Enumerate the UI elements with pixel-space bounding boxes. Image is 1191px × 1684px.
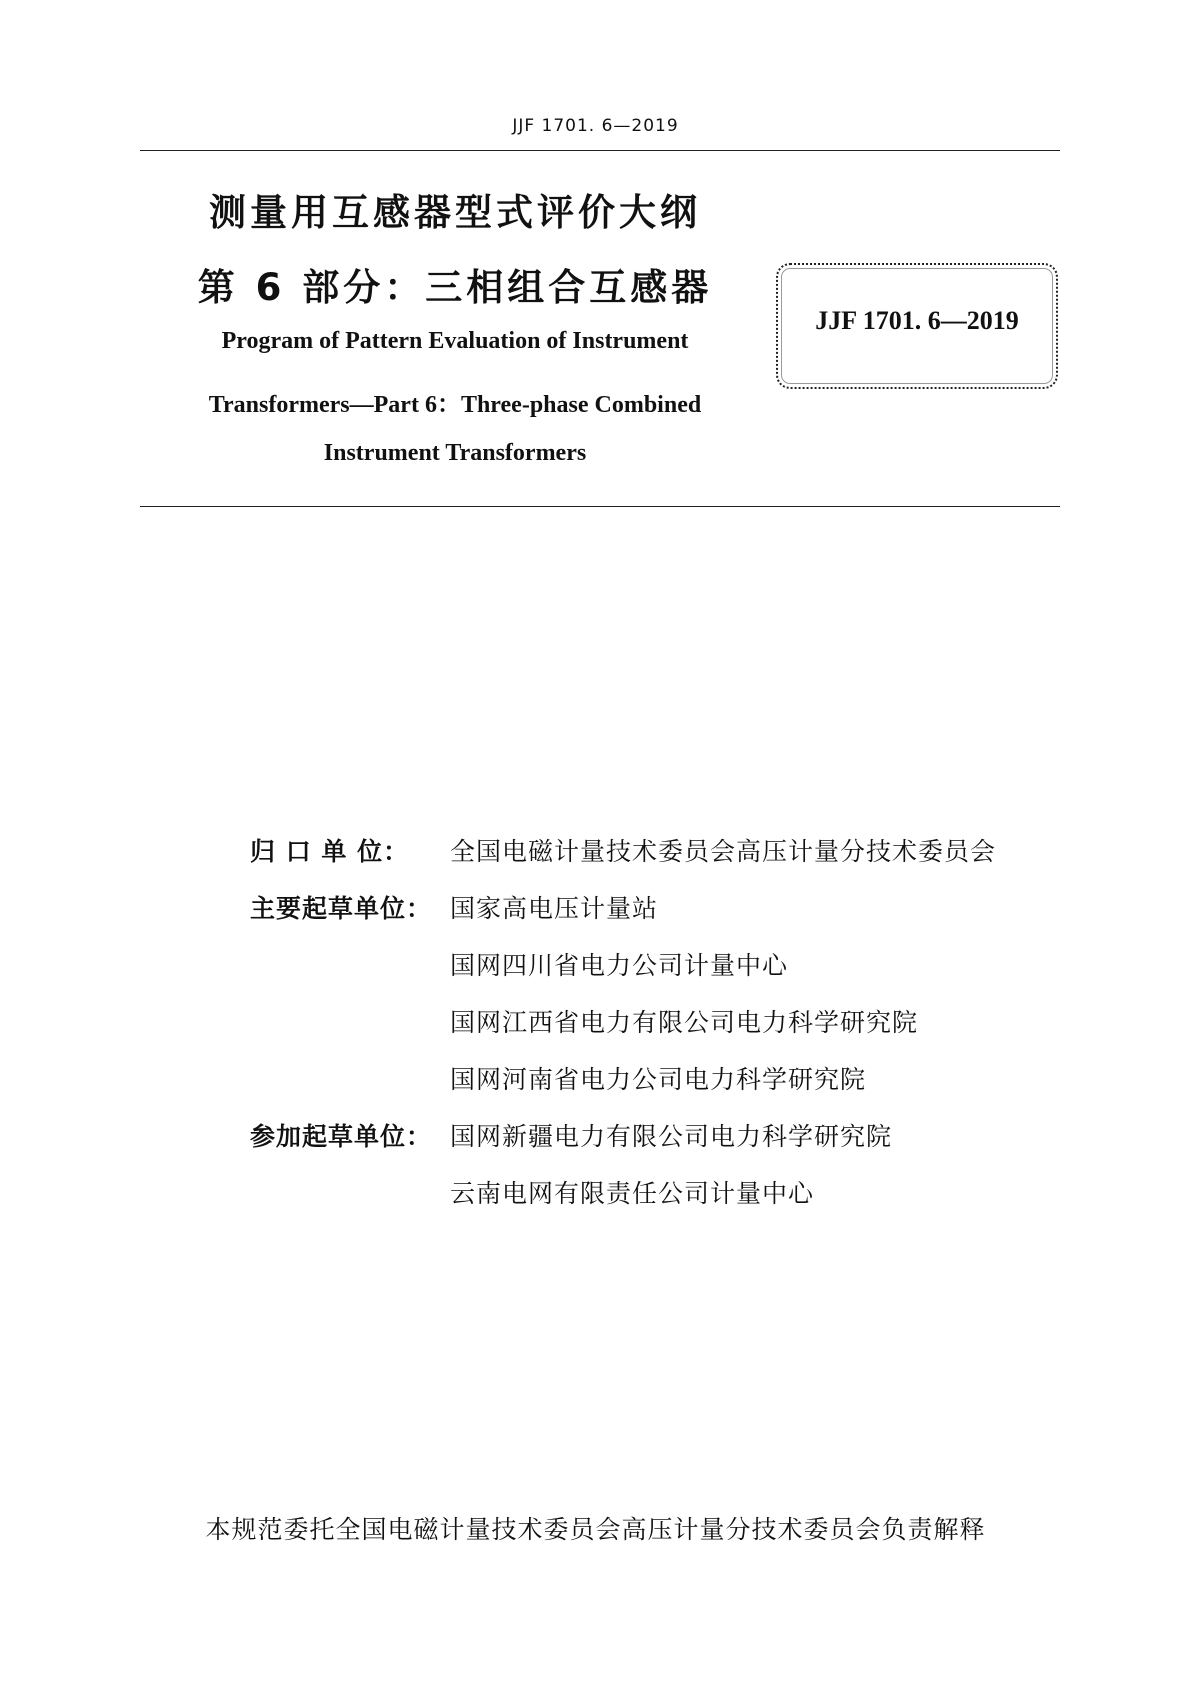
org-row (250, 1003, 1110, 1059)
org-value: 国网江西省电力有限公司电力科学研究院 (450, 1008, 919, 1037)
title-en-line2: Transformers—Part 6：Three-phase Combined (208, 392, 702, 418)
org-value: 国家高电压计量站 (450, 894, 659, 923)
standard-code: JJF 1701. 6—2019 (815, 306, 1019, 335)
org-label-responsible: 归 口 单 位： (250, 837, 410, 866)
org-value: 云南电网有限责任公司计量中心 (450, 1179, 815, 1208)
org-row-participating (250, 1117, 1110, 1173)
title-zh-line1: 测量用互感器型式评价大纲 (209, 191, 701, 234)
org-label-participating: 参加起草单位： (250, 1122, 433, 1151)
org-label-main: 主要起草单位： (250, 894, 433, 923)
header-rule (140, 150, 1060, 151)
title-en-line3: Instrument Transformers (323, 440, 587, 466)
org-value: 国网河南省电力公司电力科学研究院 (450, 1065, 867, 1094)
title-bottom-rule (140, 506, 1060, 507)
org-value: 国网新疆电力有限公司电力科学研究院 (450, 1122, 893, 1151)
org-row (250, 1060, 1110, 1116)
title-en-line1: Program of Pattern Evaluation of Instrument (221, 328, 689, 354)
org-value: 全国电磁计量技术委员会高压计量分技术委员会 (450, 837, 997, 866)
interpretation-note: 本规范委托全国电磁计量技术委员会高压计量分技术委员会负责解释 (205, 1515, 986, 1544)
org-row-responsible (250, 832, 1110, 888)
org-value: 国网四川省电力公司计量中心 (450, 951, 789, 980)
org-row-main (250, 889, 1110, 945)
header-code: JJF 1701. 6—2019 (512, 116, 679, 136)
org-row (250, 1174, 1110, 1230)
title-zh-line2: 第 6 部分：三相组合互感器 (197, 266, 713, 309)
org-row (250, 946, 1110, 1002)
standard-code-box (776, 263, 1058, 389)
